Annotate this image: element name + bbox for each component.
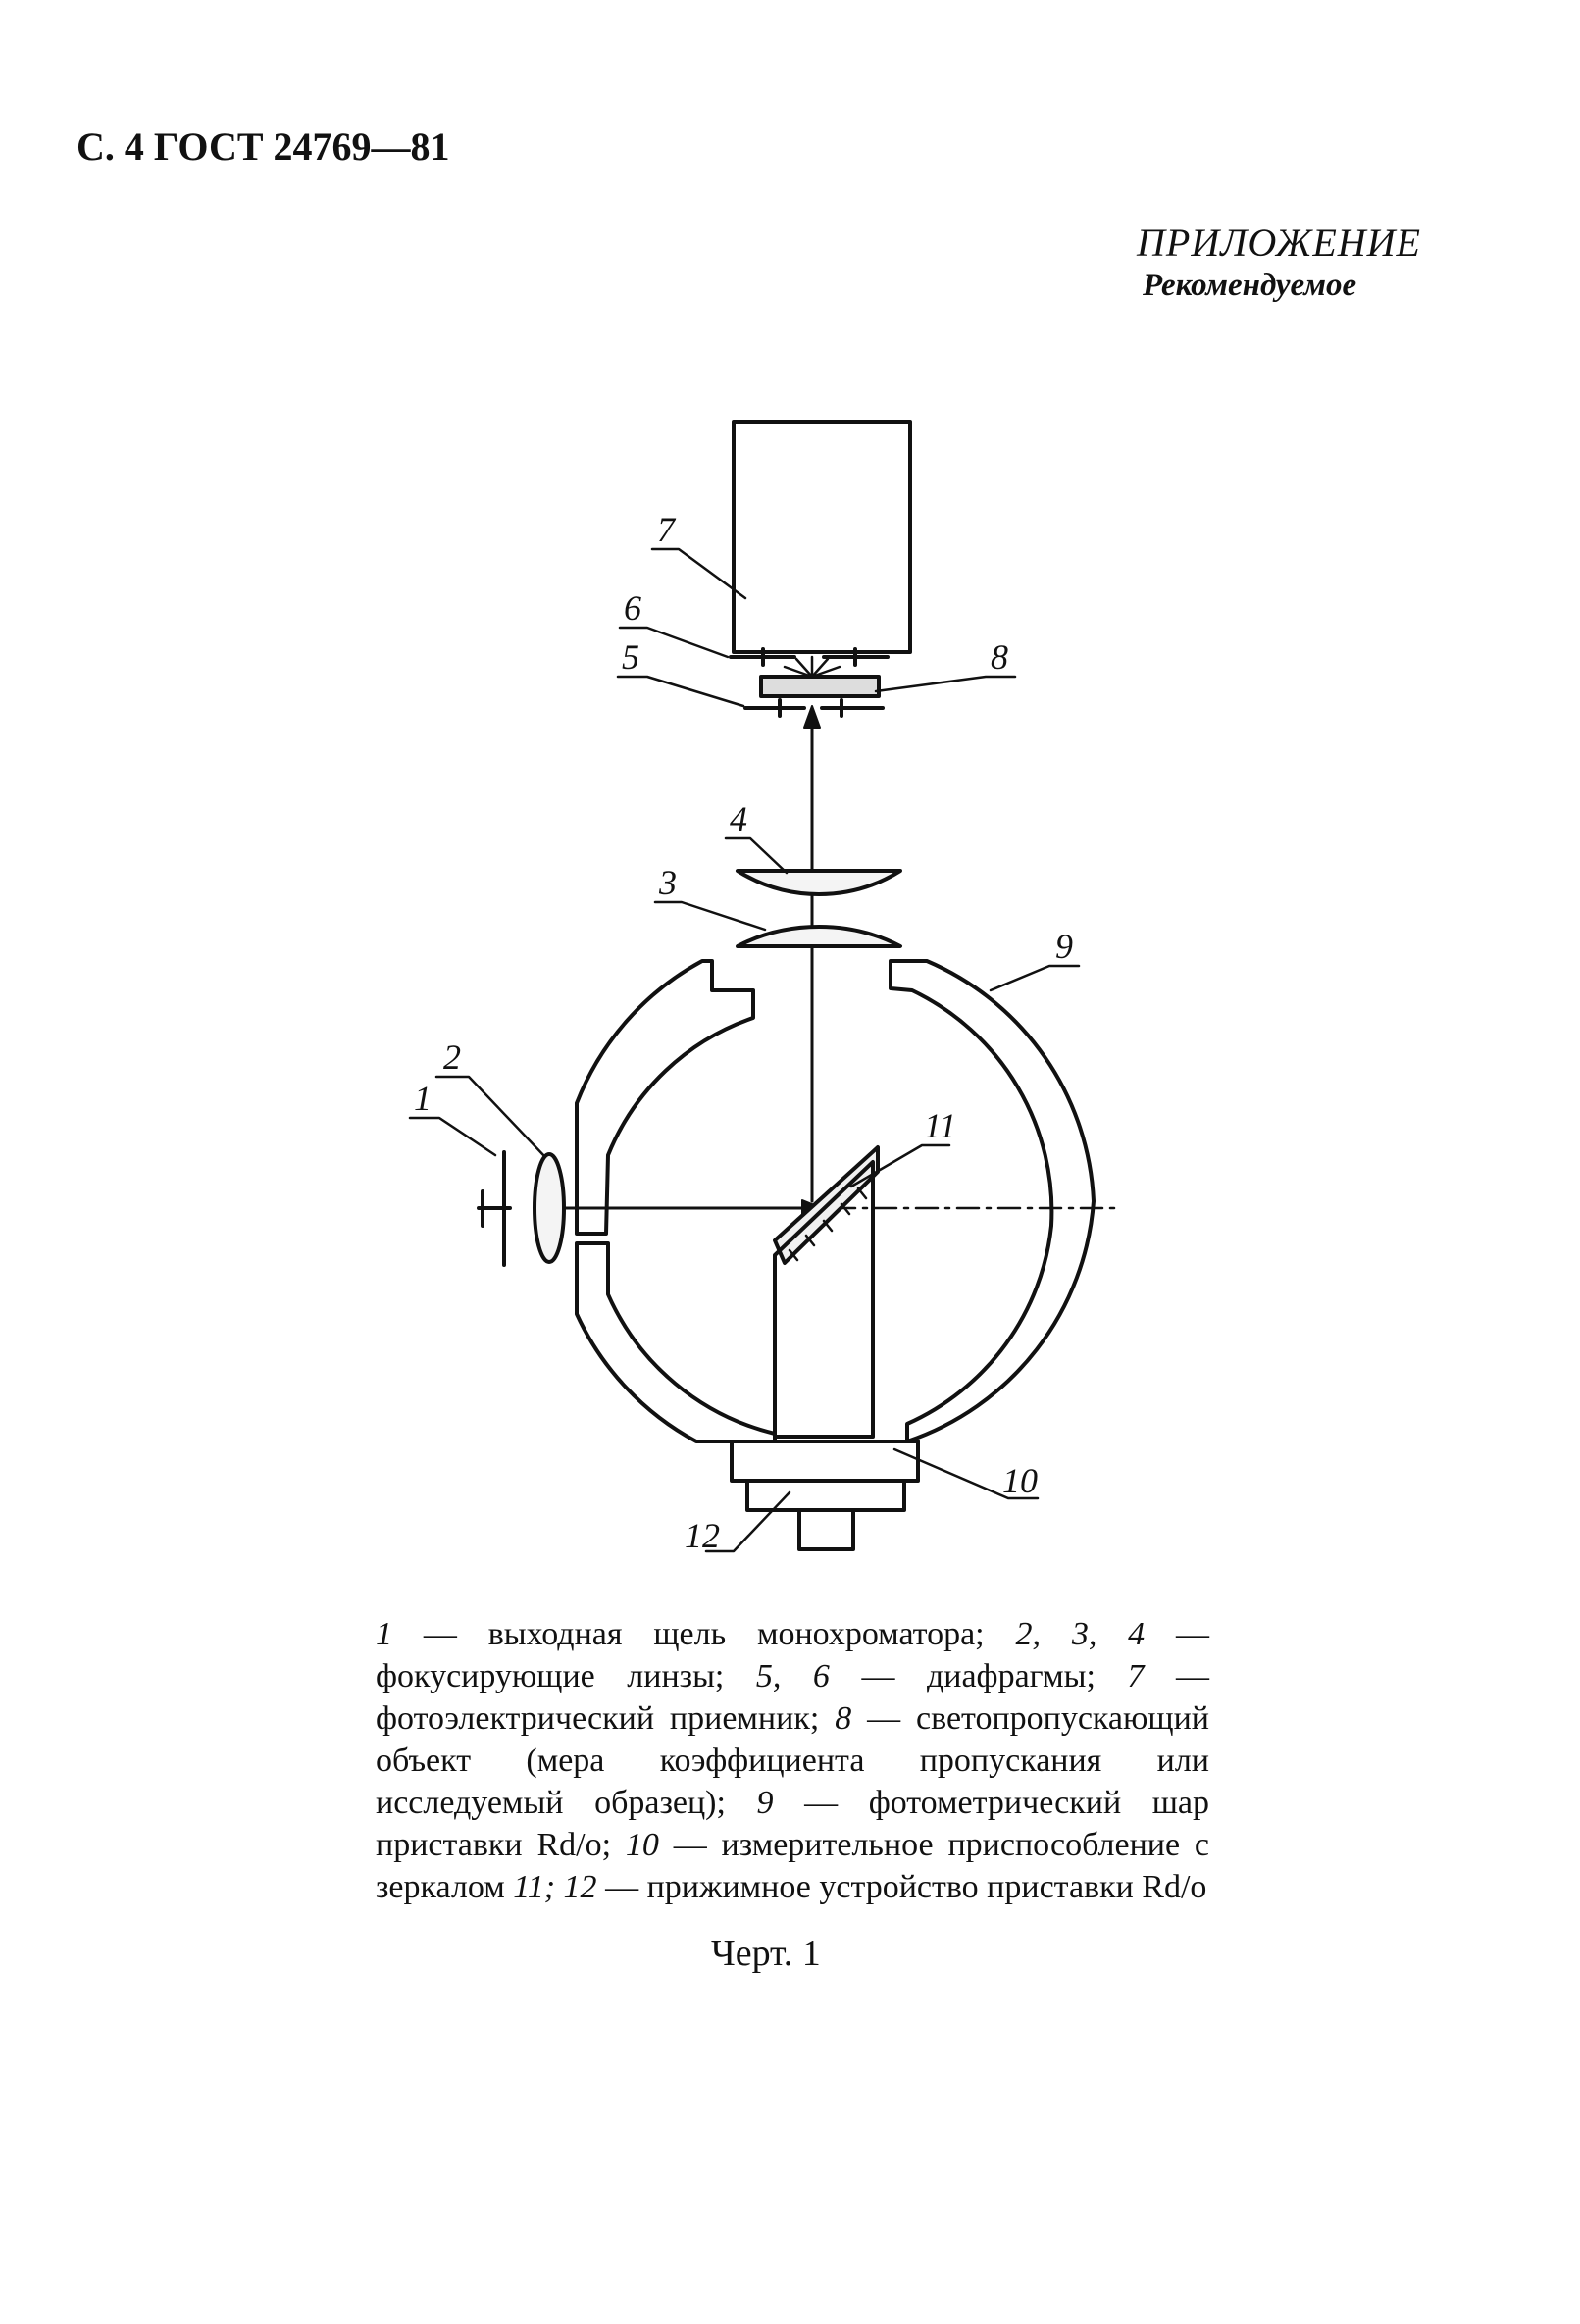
legend-text: — фотометрический шар приставки Rd/o;: [376, 1785, 1210, 1863]
label-3: 3: [659, 863, 677, 902]
lens-4: [738, 871, 900, 894]
clamp-device-12: [747, 1481, 904, 1510]
label-8: 8: [991, 637, 1008, 677]
lens-2: [535, 1154, 564, 1262]
label-9: 9: [1055, 927, 1073, 966]
sphere-lower-left: [577, 1243, 775, 1441]
legend-num: 7: [1127, 1658, 1145, 1694]
label-5: 5: [622, 637, 639, 677]
legend-text: — диафрагмы;: [829, 1658, 1128, 1694]
label-4: 4: [730, 799, 747, 838]
sphere-right: [891, 961, 1094, 1441]
measuring-device-10: [732, 1441, 918, 1481]
legend-num: 9: [756, 1785, 774, 1821]
figure-caption: Черт. 1: [711, 1933, 821, 1974]
label-12: 12: [685, 1516, 720, 1555]
legend-text: — выходная щель монохроматора;: [392, 1616, 1016, 1652]
label-6: 6: [624, 588, 641, 628]
legend-num: 1: [376, 1616, 392, 1652]
legend-text: — измерительное приспособление с зеркалом: [376, 1827, 1210, 1905]
label-2: 2: [443, 1037, 461, 1077]
photoreceiver-box: [734, 422, 910, 652]
legend-text: — светопропускающий объект (мера коэффициента пропускания или исследуемый образец);: [376, 1700, 1209, 1821]
legend-text: — фокусирующие линзы;: [376, 1616, 1209, 1694]
figure-legend: [376, 1613, 1209, 1908]
label-1: 1: [414, 1079, 432, 1118]
legend-text: — прижимное устройство приставки Rd/o: [596, 1869, 1207, 1905]
legend-num: 11; 12: [513, 1869, 597, 1905]
page-header: С. 4 ГОСТ 24769—81: [76, 125, 450, 169]
legend-num: 10: [625, 1827, 659, 1863]
legend-num: 8: [835, 1700, 852, 1737]
appendix-title: ПРИЛОЖЕНИЕ: [1137, 221, 1421, 265]
label-7: 7: [657, 510, 675, 549]
sample-object: [761, 677, 879, 696]
legend-num: 5, 6: [755, 1658, 830, 1694]
appendix-subtitle: Рекомендуемое: [1143, 268, 1357, 303]
legend-text: — фотоэлектрический приемник;: [376, 1658, 1210, 1737]
sphere-upper-left: [577, 961, 753, 1234]
label-10: 10: [1002, 1461, 1038, 1500]
label-11: 11: [924, 1106, 957, 1145]
legend-num: 2, 3, 4: [1015, 1616, 1146, 1652]
